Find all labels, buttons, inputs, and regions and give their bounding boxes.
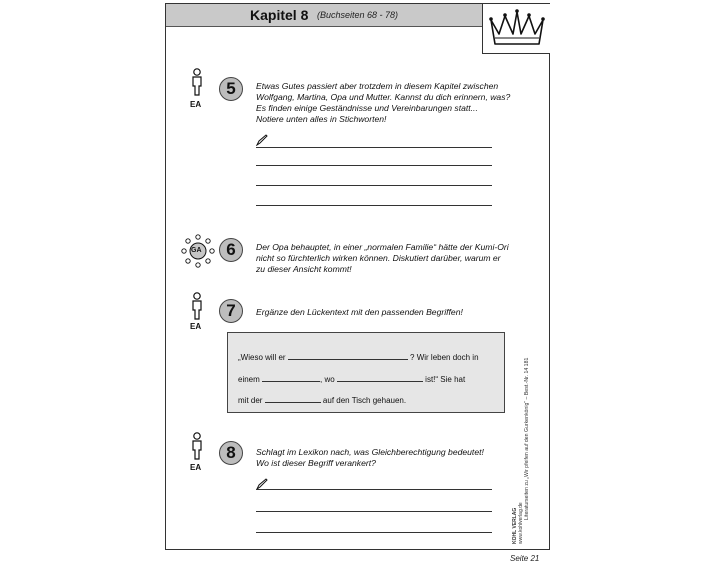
task-7-number: 7 <box>219 299 243 323</box>
gap-text-row: einem , wo ist!“ Sie hat <box>238 375 466 384</box>
crown-logo-box <box>482 4 550 54</box>
badge-ga: GA <box>191 247 202 254</box>
task-7-text: Ergänze den Lückentext mit den passenden Begriffen! <box>256 307 463 317</box>
chapter-title: Kapitel 8 <box>250 7 309 23</box>
gap-text-box <box>227 332 505 413</box>
answer-line[interactable] <box>256 489 492 490</box>
task-6-number: 6 <box>219 238 243 262</box>
answer-line[interactable] <box>256 511 492 512</box>
badge-ea: EA <box>190 463 202 472</box>
answer-line[interactable] <box>256 147 492 148</box>
badge-ea: EA <box>190 322 202 331</box>
gap-text-row: mit der auf den Tisch gehauen. <box>238 396 407 405</box>
task-8-text: Schlagt im Lexikon nach, was Gleichberechtigung bedeutet! Wo ist dieser Begriff verankert? <box>256 447 484 468</box>
gap-blank[interactable] <box>337 373 423 382</box>
badge-ea: EA <box>190 100 202 109</box>
person-icon <box>190 292 204 320</box>
gap-blank[interactable] <box>265 394 321 403</box>
task-8-number: 8 <box>219 441 243 465</box>
pencil-icon <box>256 134 268 146</box>
answer-line[interactable] <box>256 205 492 206</box>
gap-text-row: „Wieso will er ? Wir leben doch in <box>238 353 479 362</box>
book-pages-reference: (Buchseiten 68 - 78) <box>317 10 399 20</box>
publisher-logo-text: KOHL VERLAG www.kohlverlag.de <box>512 502 524 544</box>
task-5-text: Etwas Gutes passiert aber trotzdem in diesem Kapitel zwischen Wolfgang, Martina, Opa und Mutter. Kannst du dich erinnern, was? Es finden einige Geständnisse und Vereinbarungen statt... Notiere unten alles in Stichworten! <box>256 81 511 124</box>
crown-icon <box>483 4 551 54</box>
worksheet-page <box>165 3 550 550</box>
task-5-number: 5 <box>219 77 243 101</box>
chapter-header <box>166 4 482 27</box>
task-6-text: Der Opa behauptet, in einer „normalen Familie“ hätte der Kumi-Ori nicht so fürchterlich wirken können. Diskutiert darüber, warum er zu dieser Ansicht kommt! <box>256 242 509 274</box>
answer-line[interactable] <box>256 165 492 166</box>
page-number: Seite 21 <box>510 554 540 563</box>
answer-line[interactable] <box>256 185 492 186</box>
publisher-info: Literaturseiten zu „Wir pfeifen auf den Gurkenkönig“ – Best.-Nr. 14 181 <box>524 357 530 520</box>
person-icon <box>190 432 204 460</box>
gap-blank[interactable] <box>288 351 408 360</box>
gap-blank[interactable] <box>262 373 320 382</box>
answer-line[interactable] <box>256 532 492 533</box>
person-icon <box>190 68 204 96</box>
